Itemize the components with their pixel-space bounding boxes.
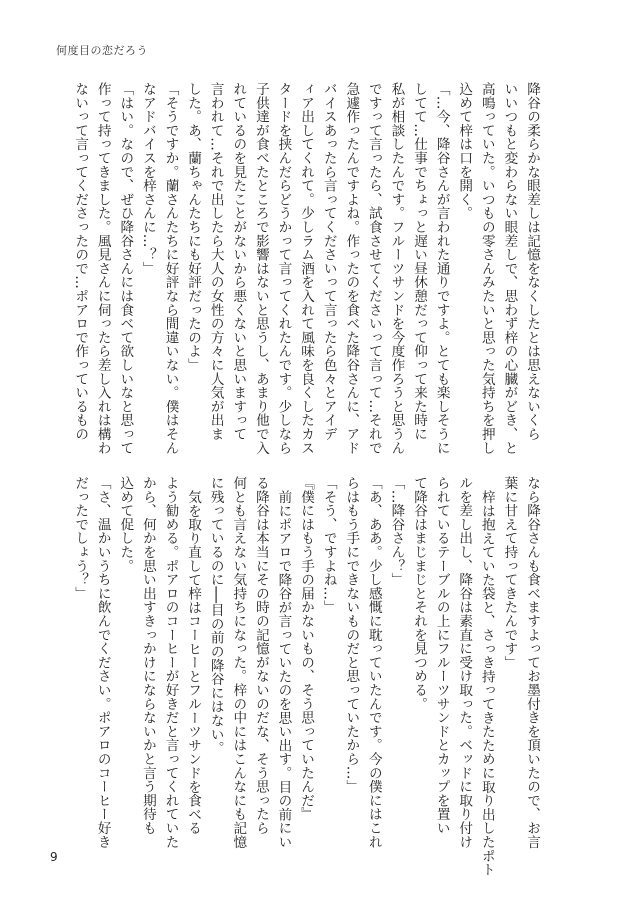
text-line: 『僕にはもう手の届かないもの、そう思っていたんだ』 (298, 476, 315, 821)
text-line: だったでしょう？」 (72, 476, 89, 601)
text-line: 言われて…それで出したら大人の女性の方々に人気が出ま (207, 82, 224, 441)
text-line: 込めて促した。 (117, 476, 134, 573)
text-line: 「…降谷さん？」 (388, 476, 405, 587)
text-line: らはもう手にできないものだと思っていたから…」 (343, 476, 360, 794)
text-line: られているテーブルの上にフルーツサンドとカップを置い (433, 476, 450, 835)
text-line: よう勧める。ポアロのコーヒーが好きだと言ってくれていた (162, 476, 179, 849)
text-line: から、何かを思い出すきっかけにならないかと言う期待も (139, 476, 156, 835)
text-line: 「…今、降谷さんが言われた通りですよ。とても楽しそうに (433, 82, 450, 455)
text-line: タードを挟んだらどうかって言ってくれたんです。少しなら (275, 82, 292, 455)
text-line: 降谷の柔らかな眼差しは記憶をなくしたとは思えないくら (524, 82, 540, 441)
text-line: 子供達が食べたところで影響はないと思うし、あまり他で入 (252, 82, 269, 455)
text-line: に残っているのに──目の前の降谷にはない。 (207, 476, 224, 755)
text-line: バイスあったら言ってくださいって言ったら色々とアイデ (320, 82, 337, 441)
upper-text-column (69, 82, 543, 455)
text-line: 私が相談したんです。フルーツサンドを今度作ろうと思うん (388, 82, 405, 455)
text-line: なアドバイスを梓さんに…？」 (139, 82, 156, 276)
text-line: してて…仕事でちょっと遅い昼休憩だって仰って来た時に (411, 82, 428, 441)
text-line: ですって言ったら、試食させてくださいって言って…それで (365, 82, 382, 455)
page-number: 9 (50, 850, 58, 864)
text-line: 「そう、ですよね…」 (320, 476, 337, 614)
text-line: 「そうですか。蘭さんたちに好評なら間違いない。僕はそん (162, 82, 179, 455)
text-line: 気を取り直して梓はコーヒーとフルーツサンドを食べる (185, 489, 202, 835)
text-line: て降谷はまじまじとそれを見つめる。 (411, 476, 428, 711)
text-line: 「あ、ああ。少し感慨に耽っていたんです。今の僕にはこれ (365, 476, 382, 849)
text-line: なら降谷さんも食べますよってお墨付きを頂いたので、お言 (524, 476, 540, 849)
text-line: 前にポアロで降谷が言っていたのを思い出す。目の前にい (275, 489, 292, 849)
text-line: 何とも言えない気持ちになった。梓の中にはこんなにも記憶 (230, 476, 247, 849)
text-line: 込めて梓は口を開く。 (456, 82, 473, 220)
text-line: る降谷は本当にその時の記憶がないのだな、そう思ったら (252, 476, 269, 835)
text-line: れているのを見たことがないから悪くないと思いますって (230, 82, 247, 441)
text-line: 「さ、温かいうちに飲んでください。ポアロのコーヒー好き (94, 476, 111, 849)
text-line: した。あ、蘭ちゃんたちにも好評だったのよ」 (185, 82, 202, 372)
text-line: ルを差し出し、降谷は素直に受け取った。ベッドに取り付け (456, 476, 473, 849)
text-line: 葉に甘えて持ってきたんです」 (501, 476, 518, 670)
text-line: ィア出してくれて。少しラム酒を入れて風味を良くしたカス (298, 82, 315, 455)
text-line: 高鳴っていた。いつもの零さんみたいと思った気持ちを押し (478, 82, 495, 455)
text-line: 「はい。なので、ぜひ降谷さんには食べて欲しいなと思って (117, 82, 134, 455)
text-line: 急遽作ったんですよね。作ったのを食べた降谷さんに、アド (343, 82, 360, 455)
running-header: 何度目の恋だろう (56, 44, 148, 57)
text-line: 作って持ってきました。風見さんに伺ったら差し入れは構わ (94, 82, 111, 455)
lower-text-column (69, 476, 543, 876)
text-line: ないって言ってくださったので…ポアロで作っているもの (72, 82, 89, 441)
text-line: 梓は抱えていた袋と、さっき持ってきたために取り出したポト (478, 489, 495, 876)
text-line: いいつもと変わらない眼差しで、思わず梓の心臓がどき、と (501, 82, 518, 455)
